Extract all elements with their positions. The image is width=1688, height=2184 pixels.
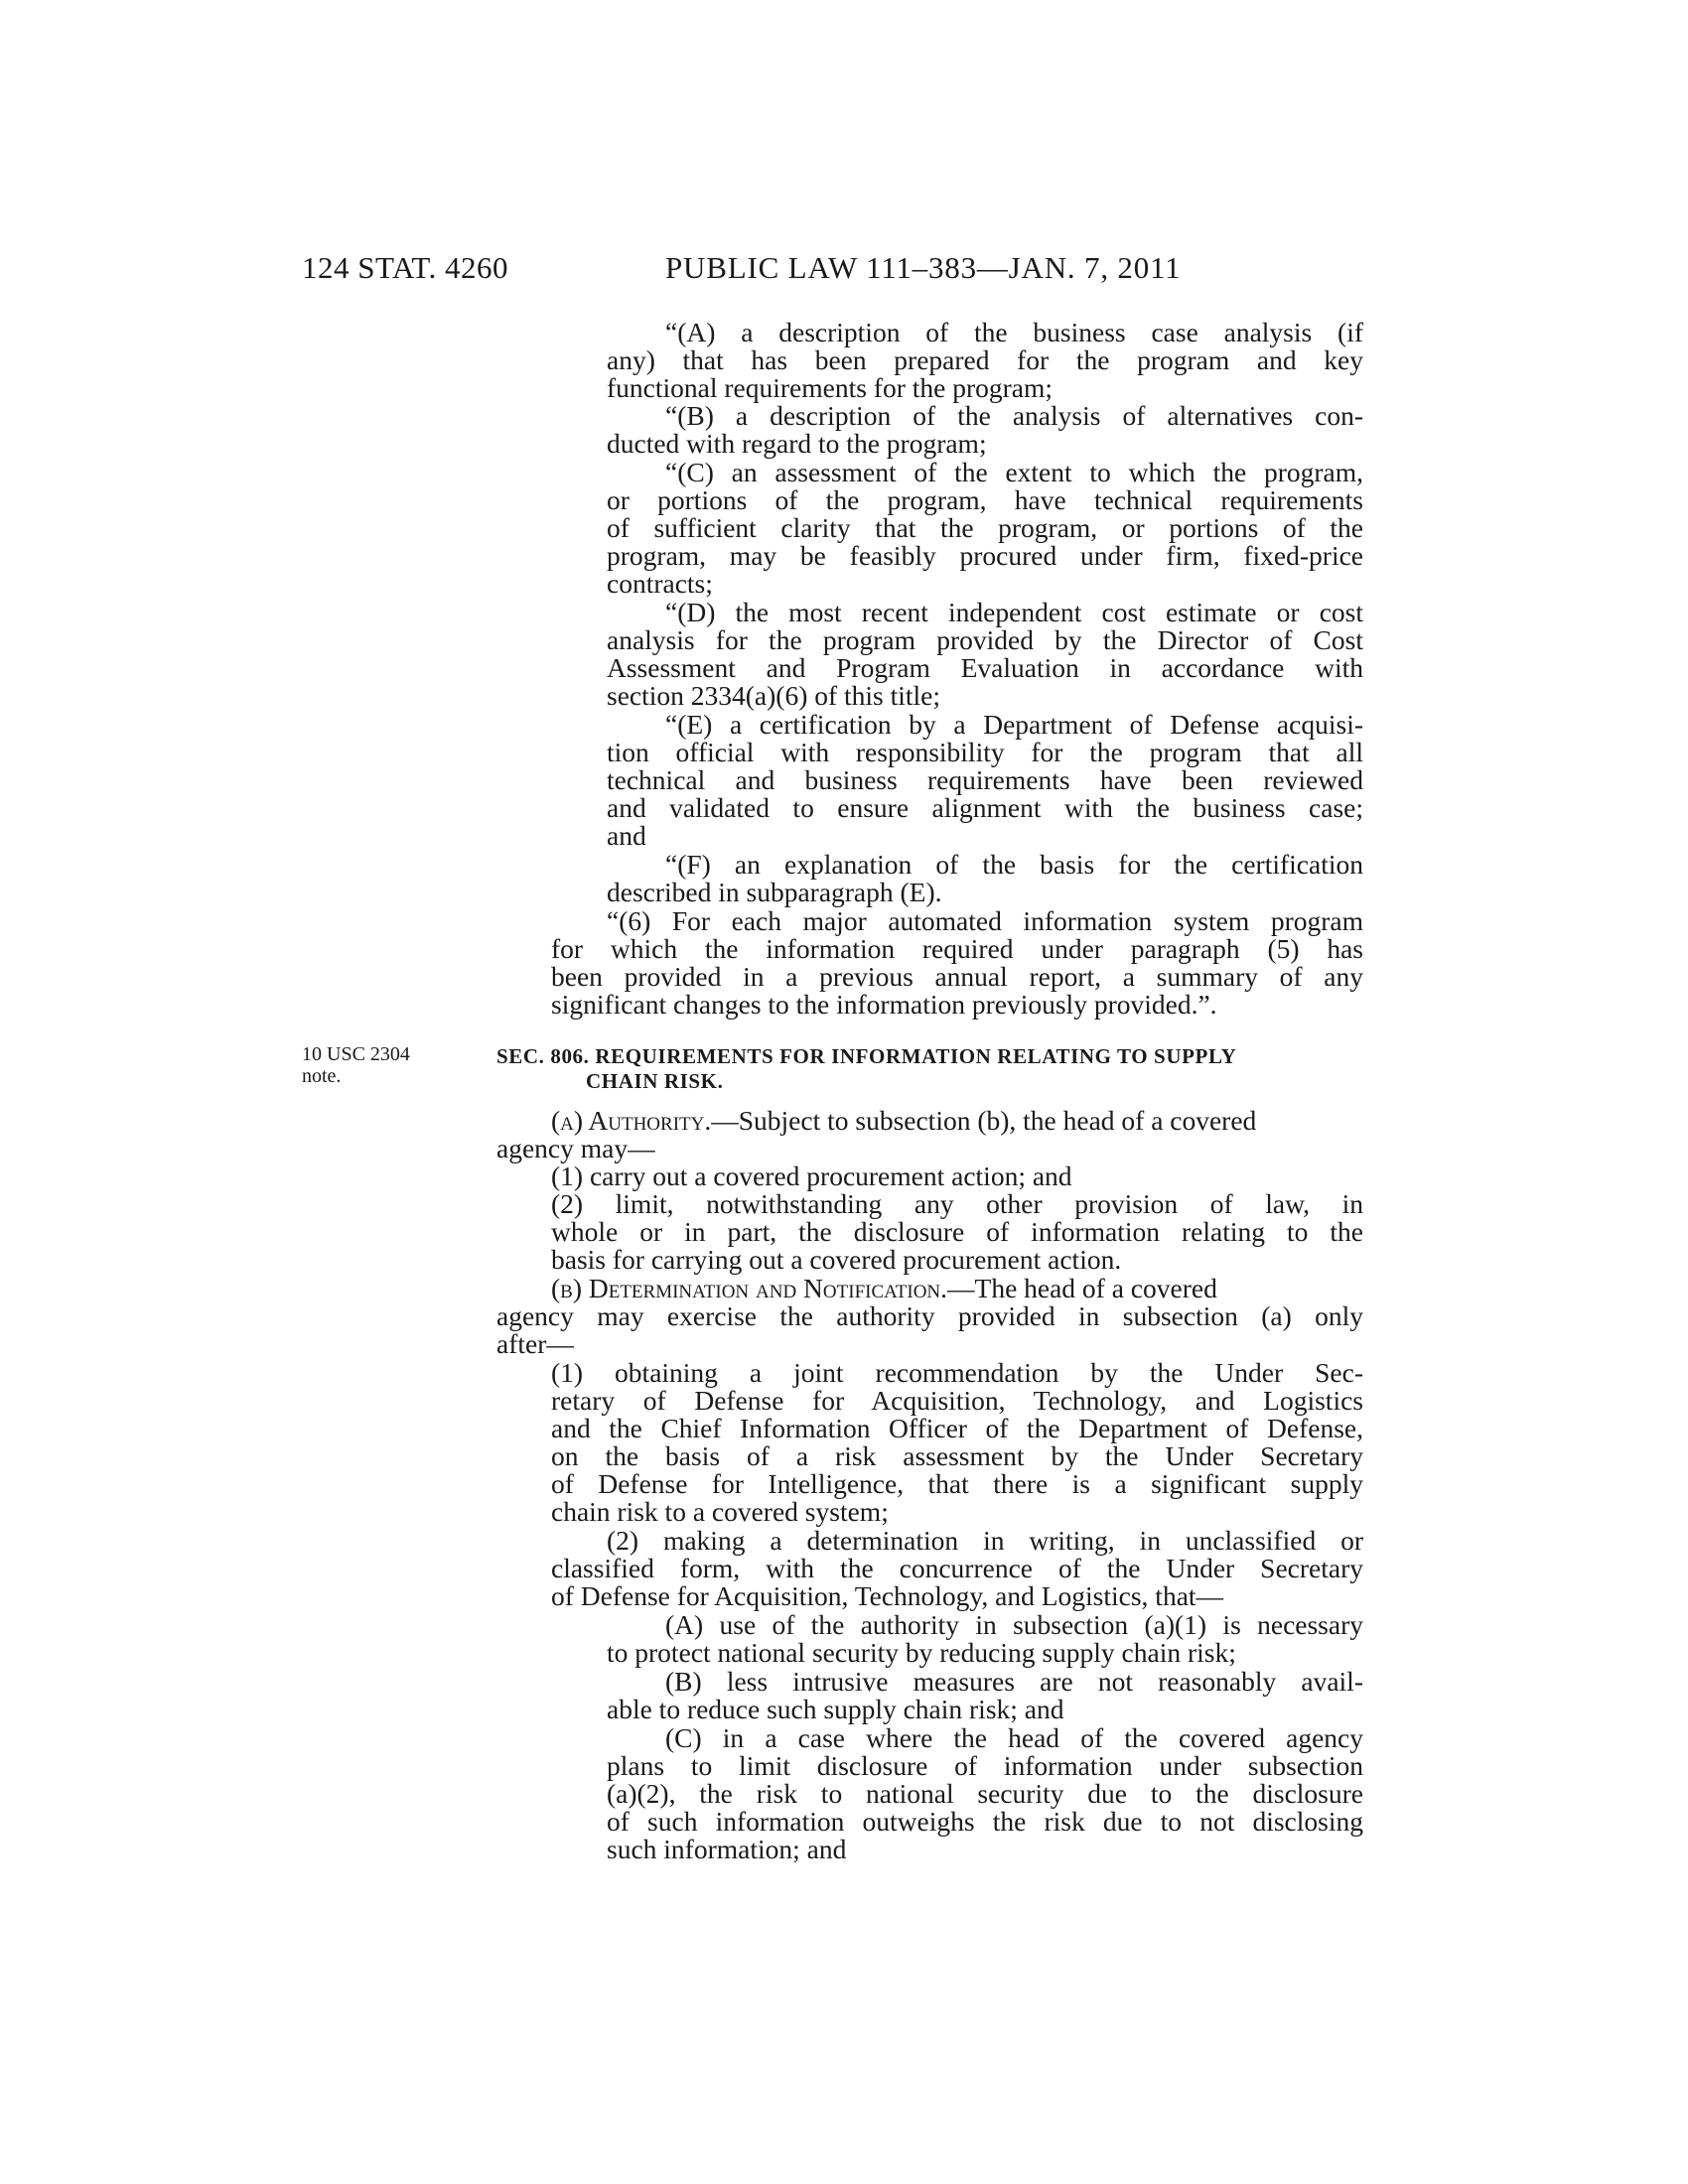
text-line: functional requirements for the program; [607, 372, 1054, 403]
text-line: significant changes to the information previously provided.”. [551, 989, 1217, 1020]
text-line: “(F) an explanation of the basis for the certification [665, 849, 1363, 880]
text-line: whole or in part, the disclosure of information relating to the [551, 1216, 1363, 1247]
text-line: (1) obtaining a joint recommendation by the Under Sec- [551, 1357, 1363, 1388]
text-line: chain risk to a covered system; [551, 1496, 889, 1527]
text-line: able to reduce such supply chain risk; and [607, 1694, 1064, 1724]
text-line: Assessment and Program Evaluation in accordance with [607, 652, 1363, 683]
text-line: “(E) a certification by a Department of Defense acquisi- [665, 709, 1363, 740]
text-line: plans to limit disclosure of information under subsection [607, 1750, 1363, 1781]
text-line: any) that has been prepared for the program and key [607, 344, 1363, 375]
text-line: (A) use of the authority in subsection (a)(1) is necessary [665, 1609, 1363, 1640]
text-line: of Defense for Intelligence, that there is a significant supply [551, 1468, 1363, 1499]
text-line: after— [496, 1328, 574, 1359]
running-head [0, 250, 1688, 290]
text-line: of Defense for Acquisition, Technology, and Logistics, that— [551, 1580, 1224, 1611]
text-line: of sufficient clarity that the program, or portions of the [607, 512, 1363, 543]
text-line: “(A) a description of the business case analysis (if [665, 317, 1363, 347]
margin-note-note: note. [302, 1065, 342, 1087]
text-line: section 2334(a)(6) of this title; [607, 680, 941, 711]
text-line: (C) in a case where the head of the covered agency [665, 1722, 1363, 1753]
subsection-b-heading: (b) Determination and Notification. [551, 1273, 948, 1303]
text-line: (B) less intrusive measures are not reasonably avail- [665, 1666, 1363, 1697]
text-line: agency may exercise the authority provided in subsection (a) only [496, 1300, 1363, 1331]
section-heading: SEC. 806. REQUIREMENTS FOR INFORMATION RELATING TO SUPPLY [496, 1044, 1237, 1068]
text-line: described in subparagraph (E). [607, 877, 942, 907]
margin-note-citation: 10 USC 2304 [302, 1043, 410, 1065]
subsection-a-line [551, 1106, 1363, 1135]
subsection-b-text: —The head of a covered [947, 1273, 1217, 1303]
text-line: retary of Defense for Acquisition, Technology, and Logistics [551, 1385, 1363, 1416]
text-line: program, may be feasibly procured under firm, fixed-price [607, 540, 1363, 571]
subsection-a-heading: (a) Authority. [551, 1105, 712, 1136]
subsection-a-text: —Subject to subsection (b), the head of a covered [711, 1105, 1257, 1136]
text-line: and the Chief Information Officer of the Department of Defense, [551, 1413, 1363, 1443]
text-line: “(C) an assessment of the extent to which the program, [665, 457, 1363, 487]
section-heading-continued: CHAIN RISK. [586, 1069, 724, 1093]
text-line: (2) making a determination in writing, in unclassified or [607, 1525, 1363, 1556]
text-line: “(B) a description of the analysis of alternatives con- [665, 400, 1363, 431]
text-line: (2) limit, notwithstanding any other provision of law, in [551, 1188, 1363, 1219]
text-line: (a)(2), the risk to national security due to the disclosure [607, 1778, 1363, 1809]
text-line: “(6) For each major automated information system program [607, 905, 1363, 936]
text-line: analysis for the program provided by the Director of Cost [607, 624, 1363, 655]
text-line: classified form, with the concurrence of the Under Secretary [551, 1553, 1363, 1583]
text-line: contracts; [607, 568, 713, 599]
text-line: agency may— [496, 1133, 655, 1163]
running-title: PUBLIC LAW 111–383—JAN. 7, 2011 [665, 250, 1182, 285]
text-line: tion official with responsibility for the program that all [607, 737, 1363, 767]
text-line: been provided in a previous annual report, a summary of any [551, 961, 1363, 992]
text-line: of such information outweighs the risk due to not disclosing [607, 1806, 1363, 1837]
text-line: to protect national security by reducing supply chain risk; [607, 1637, 1236, 1668]
text-line: such information; and [607, 1834, 847, 1864]
text-line: basis for carrying out a covered procurement action. [551, 1244, 1122, 1275]
text-line: on the basis of a risk assessment by the Under Secretary [551, 1440, 1363, 1471]
subsection-b-line [551, 1274, 1217, 1302]
text-line: technical and business requirements have been reviewed [607, 764, 1363, 795]
text-line: and [607, 820, 646, 851]
text-line: “(D) the most recent independent cost estimate or cost [665, 597, 1363, 627]
text-line: or portions of the program, have technical requirements [607, 484, 1363, 515]
text-line: and validated to ensure alignment with the business case; [607, 792, 1363, 823]
text-line: for which the information required under paragraph (5) has [551, 933, 1363, 964]
text-line: (1) carry out a covered procurement action; and [551, 1160, 1072, 1191]
page-number: 124 STAT. 4260 [302, 250, 509, 285]
text-line: ducted with regard to the program; [607, 428, 987, 459]
